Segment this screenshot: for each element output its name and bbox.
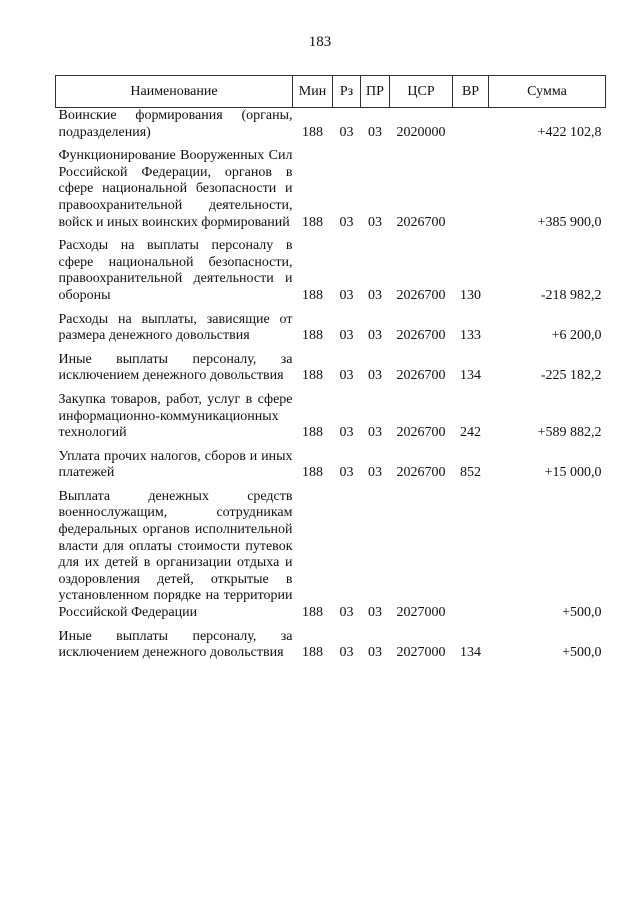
header-name: Наименование: [56, 76, 293, 108]
cell-rz: 03: [339, 124, 354, 140]
cell-name: [56, 238, 293, 311]
row-name-text: Расходы на выплаты, зависящие от размера денежного довольствия: [58, 311, 293, 344]
cell-sum: +500,0: [562, 605, 602, 621]
cell-vr: 130: [460, 287, 481, 303]
cell-rz: 03: [339, 368, 354, 384]
cell-csr: 2026700: [396, 214, 446, 230]
cell-vr: [453, 148, 489, 238]
cell-name: [56, 489, 293, 629]
cell-pr: 03: [368, 465, 382, 481]
cell-min: 188: [302, 368, 323, 384]
cell-csr: 2026700: [396, 368, 446, 384]
cell-vr: [453, 489, 489, 629]
table-row: [56, 392, 606, 449]
cell-rz: 03: [339, 425, 354, 441]
cell-name: [56, 108, 293, 149]
cell-rz: 03: [339, 645, 354, 661]
cell-pr: 03: [368, 328, 382, 344]
row-name-text: Функционирование Вооруженных Сил Российской Федерации, органов в сфере национальной безопасности и правоохранительной деятельности, войск и иных воинских формирований: [58, 148, 293, 230]
table-header-row: [56, 76, 606, 108]
cell-min: 188: [302, 645, 323, 661]
table-row: [56, 489, 606, 629]
cell-csr: 2026700: [396, 465, 446, 481]
table-row: [56, 449, 606, 489]
row-name-text: Закупка товаров, работ, услуг в сфере информационно-коммуникационных технологий: [58, 391, 293, 441]
cell-csr: 2027000: [396, 645, 446, 661]
cell-pr: 03: [368, 425, 382, 441]
cell-csr: 2026700: [396, 328, 446, 344]
row-name-text: Выплата денежных средств военнослужащим, сотрудникам федеральных органов исполнительной власти для оплаты стоимости путевок для их детей в организации отдыха и оздоровления детей, открытые в установленном порядке на территории Российской Федерации: [58, 488, 293, 621]
cell-vr: 852: [460, 465, 481, 481]
cell-rz: 03: [339, 465, 354, 481]
row-name-text: Иные выплаты персоналу, за исключением денежного довольствия: [58, 351, 293, 384]
cell-csr: 2026700: [396, 425, 446, 441]
table-row: [56, 148, 606, 238]
cell-pr: 03: [368, 124, 382, 140]
cell-min: 188: [302, 425, 323, 441]
header-rz: Рз: [333, 76, 361, 108]
cell-sum: +6 200,0: [551, 328, 602, 344]
cell-vr: 134: [460, 368, 481, 384]
cell-sum: -218 982,2: [540, 287, 602, 303]
cell-name: [56, 352, 293, 392]
cell-name: [56, 148, 293, 238]
cell-rz: 03: [339, 214, 354, 230]
cell-rz: 03: [339, 605, 354, 621]
cell-csr: 2020000: [396, 124, 446, 140]
cell-min: 188: [302, 214, 323, 230]
cell-sum: +385 900,0: [537, 214, 602, 230]
header-csr: ЦСР: [390, 76, 453, 108]
cell-sum: +422 102,8: [537, 124, 602, 140]
header-sum: Сумма: [489, 76, 606, 108]
table-row: [56, 108, 606, 149]
cell-name: [56, 312, 293, 352]
header-vr: ВР: [453, 76, 489, 108]
cell-vr: [453, 108, 489, 149]
cell-sum: +15 000,0: [544, 465, 602, 481]
cell-pr: 03: [368, 368, 382, 384]
cell-pr: 03: [368, 287, 382, 303]
cell-csr: 2027000: [396, 605, 446, 621]
cell-min: 188: [302, 124, 323, 140]
header-pr: ПР: [361, 76, 390, 108]
cell-pr: 03: [368, 645, 382, 661]
table-row: [56, 312, 606, 352]
cell-sum: -225 182,2: [540, 368, 602, 384]
page-number: 183: [308, 34, 332, 50]
cell-pr: 03: [368, 214, 382, 230]
cell-csr: 2026700: [396, 287, 446, 303]
cell-rz: 03: [339, 328, 354, 344]
cell-name: [56, 629, 293, 669]
header-min: Мин: [293, 76, 333, 108]
cell-rz: 03: [339, 287, 354, 303]
cell-name: [56, 449, 293, 489]
cell-sum: +589 882,2: [537, 425, 602, 441]
row-name-text: Иные выплаты персоналу, за исключением денежного довольствия: [58, 628, 293, 661]
cell-vr: 134: [460, 645, 481, 661]
cell-vr: 133: [460, 328, 481, 344]
table-row: [56, 352, 606, 392]
row-name-text: Уплата прочих налогов, сборов и иных платежей: [58, 448, 293, 481]
cell-min: 188: [302, 605, 323, 621]
row-name-text: Воинские формирования (органы, подразделения): [58, 108, 293, 140]
cell-sum: +500,0: [562, 645, 602, 661]
table-row: [56, 629, 606, 669]
cell-pr: 03: [368, 605, 382, 621]
table-row: [56, 238, 606, 311]
cell-name: [56, 392, 293, 449]
cell-min: 188: [302, 465, 323, 481]
cell-min: 188: [302, 287, 323, 303]
cell-vr: 242: [460, 425, 481, 441]
cell-min: 188: [302, 328, 323, 344]
row-name-text: Расходы на выплаты персоналу в сфере национальной безопасности, правоохранительной деятельности и обороны: [58, 238, 293, 303]
budget-table: [55, 75, 606, 669]
